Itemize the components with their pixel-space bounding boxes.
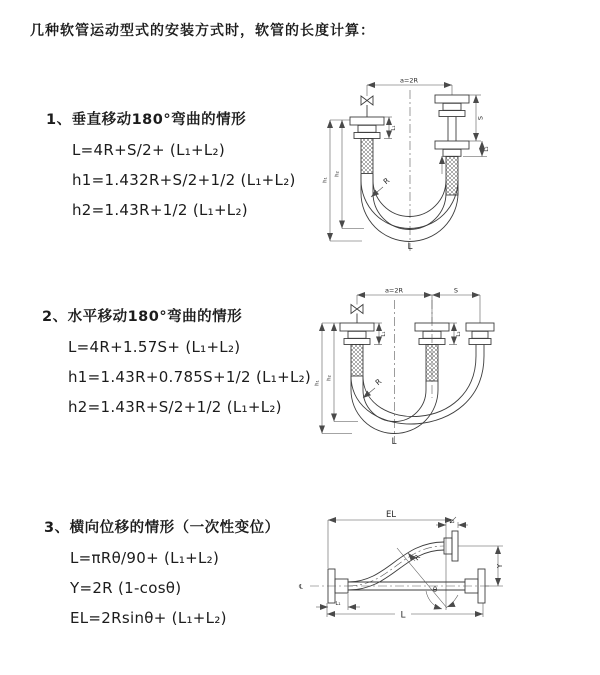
formula-h1: h1=1.43R+0.785S+1/2 (L₁+L₂) bbox=[68, 368, 312, 386]
dim-label-h1: h₁ bbox=[322, 177, 329, 183]
flange-right-moved bbox=[466, 323, 494, 345]
dim-label-l1: L₁ bbox=[391, 125, 397, 131]
section-lateral-displacement bbox=[44, 516, 280, 627]
dim-label-l: L bbox=[400, 610, 406, 621]
formula-h1: h1=1.432R+S/2+1/2 (L₁+L₂) bbox=[72, 171, 296, 189]
hose-curve-wall bbox=[348, 550, 444, 590]
dim-label-h2: h₂ bbox=[334, 171, 341, 177]
dim-label-l2: L₂ bbox=[484, 146, 490, 152]
formula-h2: h2=1.43R+1/2 (L₁+L₂) bbox=[72, 201, 248, 219]
dim-label-a2r: a=2R bbox=[384, 286, 404, 295]
dim-label-s: S bbox=[476, 115, 485, 121]
radius-label: R bbox=[381, 175, 392, 187]
valve-icon bbox=[351, 305, 363, 314]
dim-label-l2: L₂ bbox=[449, 519, 455, 525]
flange-right-lower bbox=[435, 141, 469, 156]
dim-label-l1: L₁ bbox=[335, 601, 341, 607]
flange-right-upper bbox=[435, 95, 469, 117]
section-vertical-movement bbox=[46, 108, 296, 219]
section-3-heading: 3、横向位移的情形（一次性变位） bbox=[44, 520, 280, 536]
angle-arc bbox=[447, 595, 458, 607]
braided-hose-right bbox=[446, 157, 458, 196]
valve-icon bbox=[361, 96, 373, 105]
dim-label-l1: L₁ bbox=[381, 331, 387, 337]
dim-label-y: Y bbox=[496, 563, 504, 569]
flange-left bbox=[350, 117, 384, 139]
flange-left bbox=[340, 323, 374, 345]
dim-label-h2: h₂ bbox=[326, 375, 333, 381]
dim-label-s: S bbox=[453, 286, 459, 295]
diagram-horizontal-180-bend bbox=[300, 278, 600, 463]
dim-label-h1: h₁ bbox=[314, 380, 321, 386]
radius-label: R bbox=[373, 376, 384, 388]
radius-direction-line bbox=[397, 548, 447, 608]
section-1-heading: 1、垂直移动180°弯曲的情形 bbox=[46, 112, 247, 128]
dim-label-a2r: a=2R bbox=[399, 76, 419, 85]
formula-length: L=πRθ/90+ (L₁+L₂) bbox=[70, 549, 220, 567]
dim-label-l2: L₂ bbox=[456, 331, 462, 337]
radius-label: R bbox=[412, 553, 423, 563]
diagram-lateral-displacement bbox=[295, 495, 600, 635]
hose-loop-outer-moved bbox=[351, 356, 484, 424]
formula-length: L=4R+1.57S+ (L₁+L₂) bbox=[68, 338, 241, 356]
dim-label-theta: θ bbox=[432, 586, 438, 594]
diagram-vertical-180-bend bbox=[300, 68, 600, 258]
braided-hose-left bbox=[361, 139, 373, 174]
formula-el: EL=2Rsinθ+ (L₁+L₂) bbox=[70, 609, 227, 627]
section-horizontal-movement bbox=[42, 305, 311, 416]
length-label: L bbox=[407, 242, 413, 252]
hose-loop-outer bbox=[361, 174, 458, 229]
braided-hose-left bbox=[351, 345, 363, 377]
page-title: 几种软管运动型式的安装方式时，软管的长度计算： bbox=[30, 23, 375, 39]
formula-h2: h2=1.43R+S/2+1/2 (L₁+L₂) bbox=[68, 398, 282, 416]
formula-y: Y=2R (1-cosθ) bbox=[70, 579, 182, 597]
section-2-heading: 2、水平移动180°弯曲的情形 bbox=[42, 309, 243, 325]
length-label: L bbox=[391, 437, 397, 447]
formula-length: L=4R+S/2+ (L₁+L₂) bbox=[72, 141, 226, 159]
centerline-symbol: ℄ bbox=[299, 583, 303, 591]
dim-label-el: EL bbox=[385, 510, 397, 520]
